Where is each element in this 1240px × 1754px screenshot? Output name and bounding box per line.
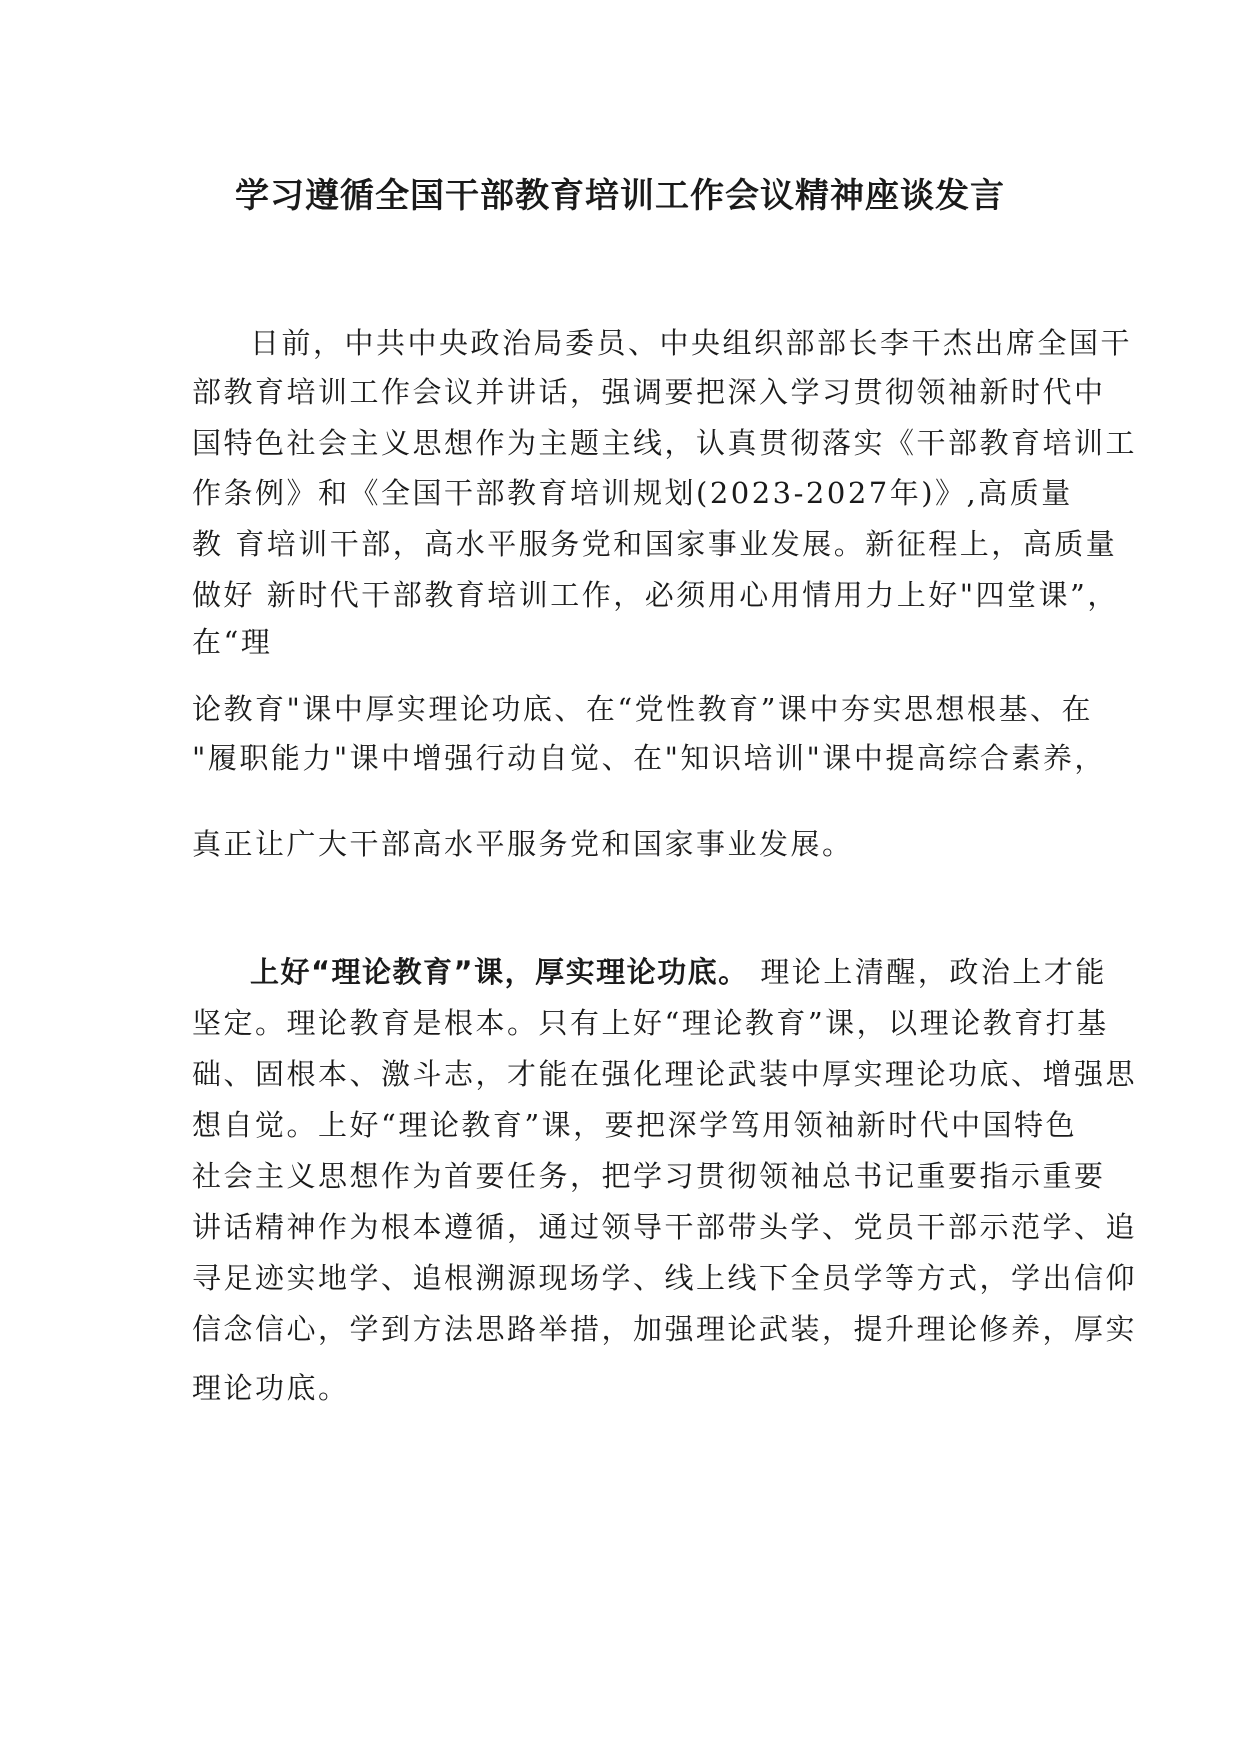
section-heading: 上好“理论教育”课，厚实理论功底。 <box>250 955 749 989</box>
paragraph-line: 做好 新时代干部教育培训工作，必须用心用情用力上好"四堂课”， <box>192 578 1119 612</box>
paragraph-lead-line <box>250 952 1107 992</box>
paragraph-line: 作条例》和《全国干部教育培训规划(2023-2027年)》,高质量 <box>192 476 1073 510</box>
paragraph-line: "履职能力"课中增强行动自觉、在"知识培训"课中提高综合素养， <box>192 741 1106 775</box>
paragraph-line: 坚定。理论教育是根本。只有上好“理论教育”课，以理论教育打基 <box>192 1006 1109 1040</box>
paragraph-line: 讲话精神作为根本遵循，通过领导干部带头学、党员干部示范学、追 <box>192 1210 1138 1244</box>
paragraph-line: 寻足迹实地学、追根溯源现场学、线上线下全员学等方式，学出信仰 <box>192 1261 1138 1295</box>
document-title: 学习遵循全国干部教育培训工作会议精神座谈发言 <box>235 176 1005 216</box>
paragraph-line: 部教育培训工作会议并讲话，强调要把深入学习贯彻领袖新时代中 <box>192 375 1106 409</box>
paragraph-line: 国特色社会主义思想作为主题主线，认真贯彻落实《干部教育培训工 <box>192 426 1138 460</box>
paragraph-line: 理论功底。 <box>192 1371 350 1405</box>
paragraph-line: 社会主义思想作为首要任务，把学习贯彻领袖总书记重要指示重要 <box>192 1159 1106 1193</box>
paragraph-line: 想自觉。上好“理论教育”课，要把深学笃用领袖新时代中国特色 <box>192 1108 1078 1142</box>
paragraph-line: 在“理 <box>192 625 273 659</box>
paragraph-line: 础、固根本、激斗志，才能在强化理论武装中厚实理论功底、增强思 <box>192 1057 1138 1091</box>
paragraph-line: 日前，中共中央政治局委员、中央组织部部长李干杰出席全国干 <box>250 326 1133 360</box>
paragraph-line: 信念信心，学到方法思路举措，加强理论武装，提升理论修养，厚实 <box>192 1312 1138 1346</box>
paragraph-line: 真正让广大干部高水平服务党和国家事业发展。 <box>192 827 854 861</box>
paragraph-text: 理论上清醒，政治上才能 <box>748 955 1107 989</box>
paragraph-line: 论教育"课中厚实理论功底、在“党性教育”课中夯实思想根基、在 <box>192 692 1093 726</box>
paragraph-line: 教 育培训干部，高水平服务党和国家事业发展。新征程上，高质量 <box>192 527 1118 561</box>
